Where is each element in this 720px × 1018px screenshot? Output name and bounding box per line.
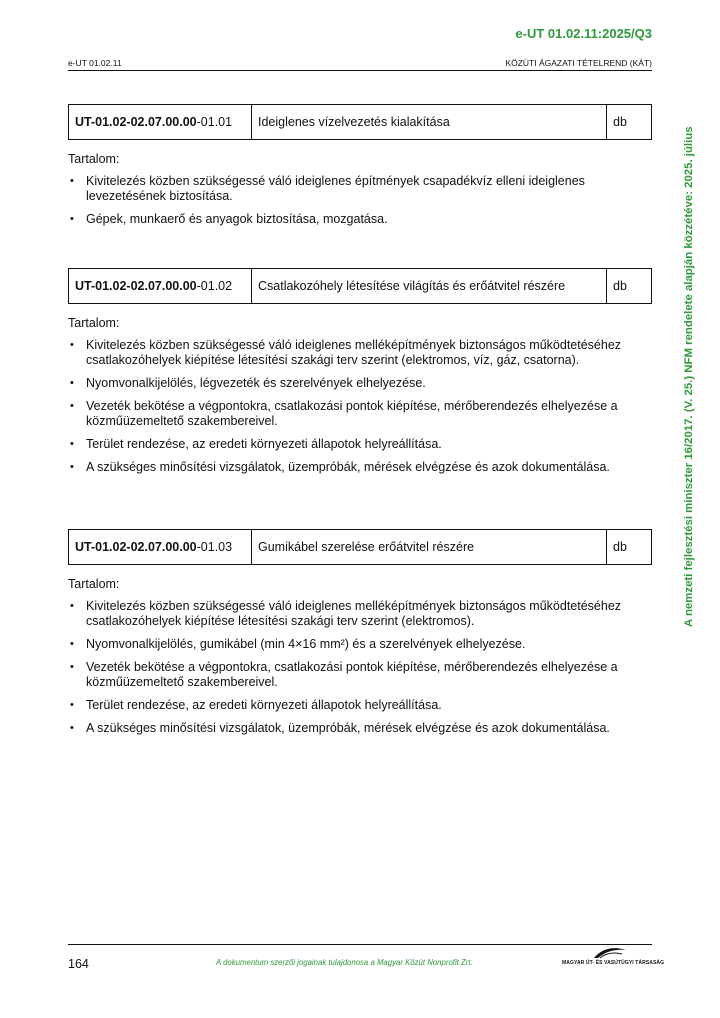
header-left: e-UT 01.02.11 xyxy=(68,58,122,68)
logo-text: MAGYAR ÚT- ÉS VASÚTÜGYI TÁRSASÁG xyxy=(562,960,665,966)
item-title: Ideiglenes vízelvezetés kialakítása xyxy=(252,105,607,140)
side-note-text: A nemzeti fejlesztési miniszter 16/2017. (V. 25.) NFM rendelete alapján közzétéve: 2025. július xyxy=(683,126,695,627)
item-unit: db xyxy=(607,530,652,565)
company-logo xyxy=(562,946,665,970)
item-unit: db xyxy=(607,105,652,140)
copyright-notice: A dokumentum szerzői jogainak tulajdonosa a Magyar Közút Nonprofit Zrt. xyxy=(216,958,473,967)
item-code: UT-01.02-02.07.00.00-01.02 xyxy=(69,269,252,304)
header-divider xyxy=(68,70,652,71)
item-code: UT-01.02-02.07.00.00-01.03 xyxy=(69,530,252,565)
content-list xyxy=(68,174,652,227)
item-block-1 xyxy=(68,104,652,235)
item-block-3 xyxy=(68,529,652,744)
footer-divider xyxy=(68,944,652,945)
content-label: Tartalom: xyxy=(68,577,120,591)
item-title: Csatlakozóhely létesítése világítás és erőátvitel részére xyxy=(252,269,607,304)
list-item: • Kivitelezés közben szükségessé váló ideiglenes melléképítmények biztonságos működtetéséhez csatlakozóhelyek kiépítése létesítési szakági terv szerint (elektromos). xyxy=(70,599,622,628)
list-item: • Vezeték bekötése a végpontokra, csatlakozási pontok kiépítése, mérőberendezés elhelyezése a közműüzemeltető szakembereivel. xyxy=(70,660,618,689)
list-item: • Gépek, munkaerő és anyagok biztosítása, mozgatása. xyxy=(70,212,388,226)
content-list xyxy=(68,599,652,736)
item-code-table xyxy=(68,104,652,140)
document-code: e-UT 01.02.11:2025/Q3 xyxy=(515,26,652,41)
content-label: Tartalom: xyxy=(68,152,120,166)
item-unit: db xyxy=(607,269,652,304)
item-code-table xyxy=(68,529,652,565)
content-label: Tartalom: xyxy=(68,316,120,330)
list-item: • A szükséges minősítési vizsgálatok, üzempróbák, mérések elvégzése és azok dokumentálása. xyxy=(70,721,610,735)
item-block-2 xyxy=(68,268,652,483)
list-item: • Terület rendezése, az eredeti környezeti állapotok helyreállítása. xyxy=(70,437,442,451)
logo-swoosh-icon xyxy=(592,946,628,960)
content-list xyxy=(68,338,652,475)
list-item: • Vezeték bekötése a végpontokra, csatlakozási pontok kiépítése, mérőberendezés elhelyezése a közműüzemeltető szakembereivel. xyxy=(70,399,618,428)
item-code: UT-01.02-02.07.00.00-01.01 xyxy=(69,105,252,140)
list-item: • Kivitelezés közben szükségessé váló ideiglenes építmények csapadékvíz elleni ideiglenes levezetésének biztosítása. xyxy=(70,174,585,203)
item-title: Gumikábel szerelése erőátvitel részére xyxy=(252,530,607,565)
list-item: • Terület rendezése, az eredeti környezeti állapotok helyreállítása. xyxy=(70,698,442,712)
list-item: • Nyomvonalkijelölés, gumikábel (min 4×16 mm²) és a szerelvények elhelyezése. xyxy=(70,637,526,651)
list-item: • A szükséges minősítési vizsgálatok, üzempróbák, mérések elvégzése és azok dokumentálása. xyxy=(70,460,610,474)
item-code-table xyxy=(68,268,652,304)
list-item: • Kivitelezés közben szükségessé váló ideiglenes melléképítmények biztonságos működtetéséhez csatlakozóhelyek kiépítése létesítési szakági terv szerint (elektromos, víz, gáz, csatorna). xyxy=(70,338,622,367)
list-item: • Nyomvonalkijelölés, légvezeték és szerelvények elhelyezése. xyxy=(70,376,426,390)
page-number: 164 xyxy=(68,957,89,971)
header-right: KÖZÚTI ÁGAZATI TÉTELREND (KÁT) xyxy=(505,58,652,68)
